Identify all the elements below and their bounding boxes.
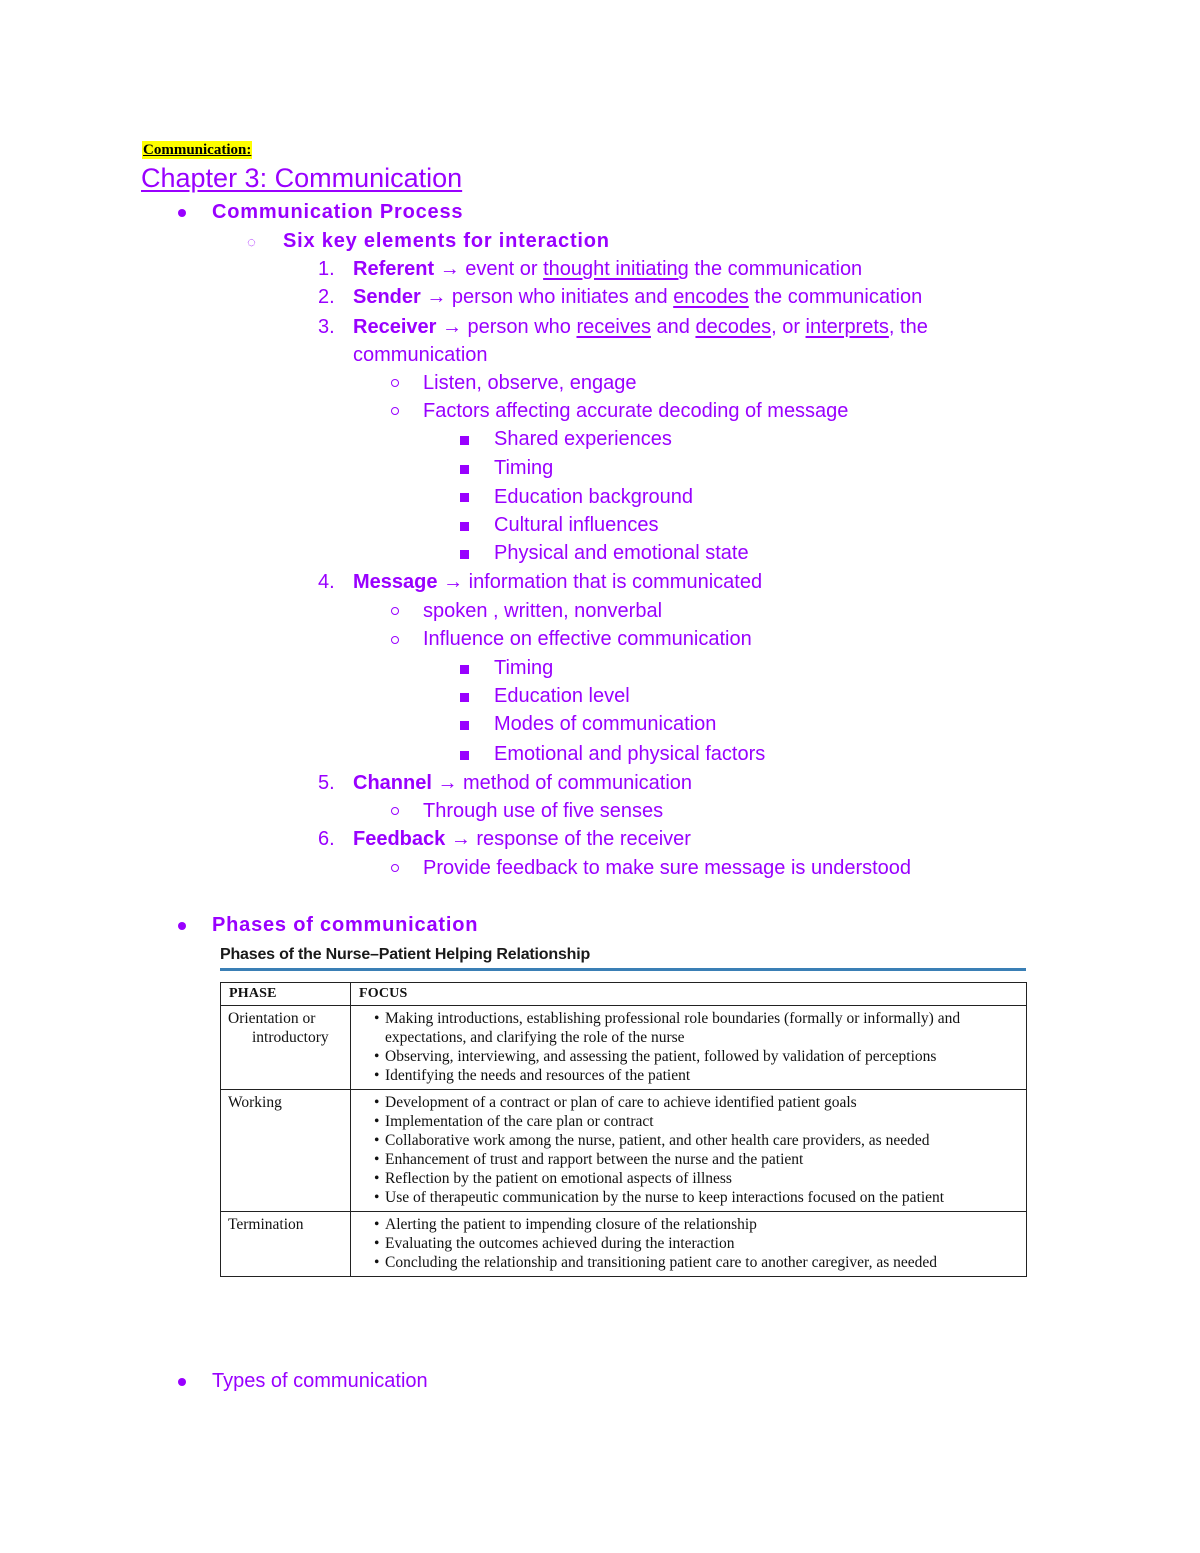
definition-underlined: receives <box>576 316 651 338</box>
square-bullet-icon <box>460 665 469 674</box>
focus-item: • Evaluating the outcomes achieved during the interaction <box>385 1234 1018 1253</box>
chapter-title: Chapter 3: Communication <box>141 163 463 193</box>
element-receiver <box>353 314 928 340</box>
arrow-icon: → <box>437 772 458 794</box>
sub-item: Influence on effective communication <box>423 628 752 650</box>
focus-item: • Reflection by the patient on emotional aspects of illness <box>385 1169 1018 1188</box>
definition-underlined: interprets <box>805 316 889 338</box>
ring-bullet-icon <box>391 636 399 644</box>
square-bullet-icon <box>460 522 469 531</box>
sub-item: spoken , written, nonverbal <box>423 600 663 622</box>
sub-sub-item: Shared experiences <box>494 428 672 450</box>
term-message: Message <box>353 571 438 593</box>
figure-rule <box>220 968 1026 971</box>
arrow-icon: → <box>441 316 462 338</box>
sub-item: Through use of five senses <box>423 800 664 822</box>
element-message <box>353 569 762 595</box>
term-feedback: Feedback <box>353 828 446 850</box>
focus-item: • Development of a contract or plan of care to achieve identified patient goals <box>385 1093 1018 1112</box>
sub-sub-item: Cultural influences <box>494 514 659 536</box>
phases-table <box>220 982 1027 1277</box>
section-phases: Phases of communication <box>212 914 479 936</box>
phase-cell <box>221 1006 351 1090</box>
definition-text: event or <box>459 258 544 280</box>
sub-sub-item: Emotional and physical factors <box>494 743 766 765</box>
sub-sub-item: Modes of communication <box>494 713 717 735</box>
bullet-dot-icon <box>178 209 186 217</box>
ring-bullet-icon <box>391 807 399 815</box>
ring-bullet-icon <box>391 607 399 615</box>
square-bullet-icon <box>460 436 469 445</box>
focus-item: • Concluding the relationship and transitioning patient care to another caregiver, as needed <box>385 1253 1018 1272</box>
square-bullet-icon <box>460 721 469 730</box>
definition-text: , the <box>888 316 928 338</box>
arrow-icon: → <box>426 286 447 308</box>
focus-cell <box>351 1006 1027 1090</box>
definition-text: , or <box>771 316 806 338</box>
phase-name: Termination <box>228 1216 304 1233</box>
ring-bullet-icon <box>391 407 399 415</box>
section-communication-process: Communication Process <box>212 201 464 223</box>
phase-cell <box>221 1212 351 1277</box>
square-bullet-icon <box>460 465 469 474</box>
phase-name <box>228 1009 343 1047</box>
sub-item: Provide feedback to make sure message is understood <box>423 857 912 879</box>
focus-item: • Identifying the needs and resources of the patient <box>385 1066 1018 1085</box>
ring-bullet-icon <box>391 379 399 387</box>
element-channel <box>353 770 692 796</box>
table-header-row <box>221 983 1027 1006</box>
focus-list <box>385 1215 1018 1272</box>
focus-item: • Implementation of the care plan or contract <box>385 1112 1018 1131</box>
hollow-dot-icon: ◌ <box>247 234 256 251</box>
column-header-phase: PHASE <box>221 983 351 1006</box>
definition-text: person who <box>461 316 577 338</box>
focus-item: • Making introductions, establishing professional role boundaries (formally or informally) and expectations, and clarifying the role of the nurse <box>385 1009 1018 1047</box>
definition-text: information that is communicated <box>463 571 763 593</box>
definition-continuation: communication <box>353 344 488 366</box>
figure-title: Phases of the Nurse–Patient Helping Relationship <box>220 946 591 963</box>
subsection-six-key-elements: Six key elements for interaction <box>283 230 610 252</box>
focus-cell <box>351 1090 1027 1212</box>
table-row <box>221 1090 1027 1212</box>
list-number: 2. <box>318 286 335 308</box>
list-number: 6. <box>318 828 335 850</box>
phase-name-line: Orientation or <box>228 1010 316 1027</box>
table-row <box>221 1006 1027 1090</box>
doc-label: Communication: <box>143 142 252 158</box>
definition-underlined: decodes <box>695 316 772 338</box>
arrow-icon: → <box>439 258 460 280</box>
term-receiver: Receiver <box>353 316 437 338</box>
focus-list <box>385 1009 1018 1085</box>
definition-text: method of communication <box>457 772 693 794</box>
square-bullet-icon <box>460 493 469 502</box>
definition-text: the communication <box>688 258 863 280</box>
term-referent: Referent <box>353 258 435 280</box>
arrow-icon: → <box>450 828 471 850</box>
element-referent <box>353 256 862 282</box>
focus-item: • Use of therapeutic communication by the nurse to keep interactions focused on the patient <box>385 1188 1018 1207</box>
definition-underlined: thought initiating <box>543 258 689 280</box>
arrow-icon: → <box>443 571 464 593</box>
sub-sub-item: Timing <box>494 457 554 479</box>
phase-name-line: introductory <box>252 1029 329 1046</box>
focus-cell <box>351 1212 1027 1277</box>
phase-cell <box>221 1090 351 1212</box>
definition-text: person who initiates and <box>446 286 674 308</box>
definition-text: response of the receiver <box>470 828 691 850</box>
square-bullet-icon <box>460 550 469 559</box>
sub-sub-item: Timing <box>494 657 554 679</box>
definition-text: the communication <box>748 286 923 308</box>
focus-item: • Alerting the patient to impending closure of the relationship <box>385 1215 1018 1234</box>
term-sender: Sender <box>353 286 421 308</box>
sub-sub-item: Education level <box>494 685 630 707</box>
table-row <box>221 1212 1027 1277</box>
sub-item: Factors affecting accurate decoding of message <box>423 400 849 422</box>
list-number: 3. <box>318 316 335 338</box>
column-header-focus: FOCUS <box>351 983 1027 1006</box>
phase-name: Working <box>228 1094 282 1111</box>
bullet-dot-icon <box>178 1378 186 1386</box>
square-bullet-icon <box>460 693 469 702</box>
focus-item: • Observing, interviewing, and assessing the patient, followed by validation of perceptions <box>385 1047 1018 1066</box>
definition-text: and <box>650 316 696 338</box>
focus-item: • Collaborative work among the nurse, patient, and other health care providers, as needed <box>385 1131 1018 1150</box>
list-number: 4. <box>318 571 335 593</box>
list-number: 1. <box>318 258 335 280</box>
term-channel: Channel <box>353 772 432 794</box>
focus-item: • Enhancement of trust and rapport between the nurse and the patient <box>385 1150 1018 1169</box>
ring-bullet-icon <box>391 864 399 872</box>
sub-sub-item: Physical and emotional state <box>494 542 749 564</box>
section-types: Types of communication <box>212 1370 428 1392</box>
definition-underlined: encodes <box>673 286 749 308</box>
sub-item: Listen, observe, engage <box>423 372 637 394</box>
focus-list <box>385 1093 1018 1207</box>
element-sender <box>353 284 922 310</box>
square-bullet-icon <box>460 751 469 760</box>
sub-sub-item: Education background <box>494 486 694 508</box>
element-feedback <box>353 826 691 852</box>
list-number: 5. <box>318 772 335 794</box>
bullet-dot-icon <box>178 922 186 930</box>
